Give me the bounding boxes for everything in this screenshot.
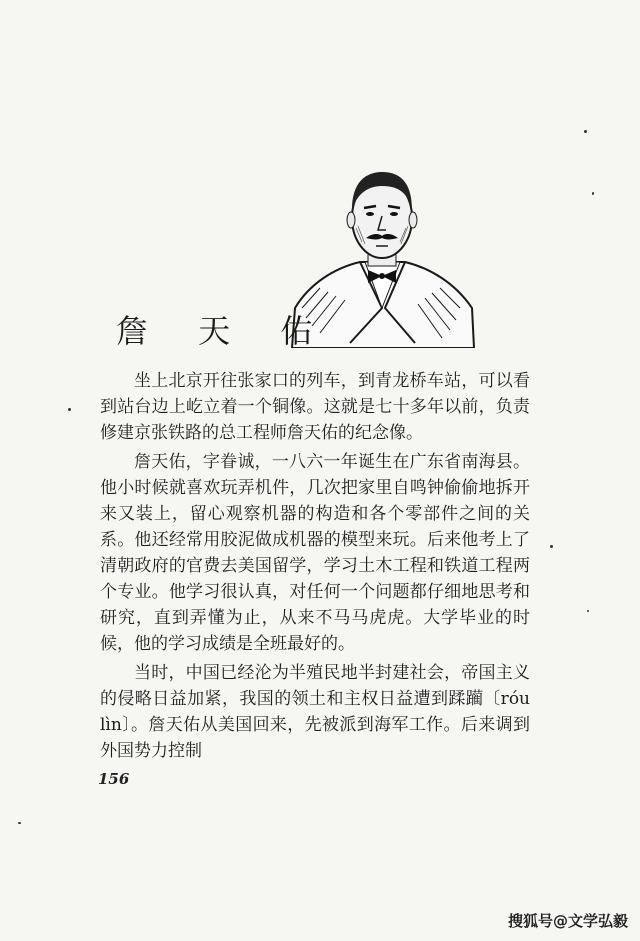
paragraph-3: 当时，中国已经沦为半殖民地半封建社会，帝国主义的侵略日益加紧，我国的领土和主权日益遭到蹂躏〔róu lìn〕。詹天佑从美国回来，先被派到海军工作。后来调到外国势力控制 — [100, 663, 530, 761]
scan-speck — [584, 130, 587, 133]
paragraph-1: 坐上北京开往张家口的列车，到青龙桥车站，可以看到站台边上屹立着一个铜像。这就是七十多年以前，负责修建京张铁路的总工程师詹天佑的纪念像。 — [100, 371, 530, 443]
scan-speck — [587, 610, 589, 612]
article-title: 詹 天 佑 — [116, 312, 333, 350]
article-body — [100, 368, 530, 767]
scan-speck — [18, 822, 21, 824]
page-number: 156 — [98, 770, 130, 788]
scan-speck — [550, 545, 553, 548]
scan-speck — [592, 192, 594, 195]
scan-speck — [68, 408, 71, 411]
watermark: 搜狐号@文学弘毅 — [507, 912, 628, 930]
paragraph-2: 詹天佑，字眷诚，一八六一年诞生在广东省南海县。他小时候就喜欢玩弄机件，几次把家里自鸣钟偷偷地拆开来又装上，留心观察机器的构造和各个零部件之间的关系。他还经常用胶泥做成机器的模型来玩。后来他考上了清朝政府的官费去美国留学，学习土木工程和铁道工程两个专业。他学习很认真，对任何一个问题都仔细地思考和研究，直到弄懂为止，从来不马马虎虎。大学毕业的时候，他的学习成绩是全班最好的。 — [100, 452, 530, 654]
